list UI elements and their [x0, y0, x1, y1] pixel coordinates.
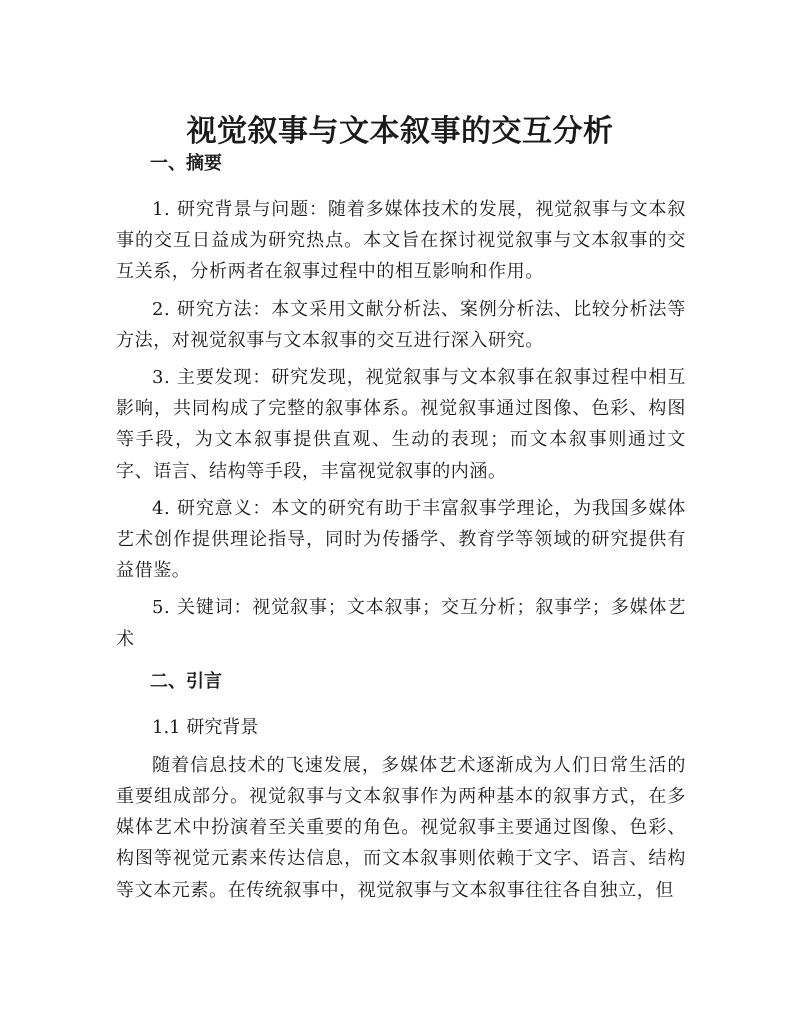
abstract-paragraph-keywords: 5. 关键词：视觉叙事；文本叙事；交互分析；叙事学；多媒体艺术 [116, 597, 686, 650]
introduction-paragraph: 随着信息技术的飞速发展，多媒体艺术逐渐成为人们日常生活的重要组成部分。视觉叙事与文本叙事作为两种基本的叙事方式，在多媒体艺术中扮演着至关重要的角色。视觉叙事主要通过图像、色彩、构图等视觉元素来传达信息，而文本叙事则依赖于文字、语言、结构等文本元素。在传统叙事中，视觉叙事与文本叙事往往各自独立，但 [116, 754, 686, 901]
abstract-paragraph-background: 1. 研究背景与问题：随着多媒体技术的发展，视觉叙事与文本叙事的交互日益成为研究热点。本文旨在探讨视觉叙事与文本叙事的交互关系，分析两者在叙事过程中的相互影响和作用。 [116, 199, 686, 283]
document-body [116, 148, 686, 912]
abstract-paragraph-significance: 4. 研究意义：本文的研究有助于丰富叙事学理论，为我国多媒体艺术创作提供理论指导，同时为传播学、教育学等领域的研究提供有益借鉴。 [116, 497, 686, 582]
abstract-paragraph-findings: 3. 主要发现：研究发现，视觉叙事与文本叙事在叙事过程中相互影响，共同构成了完整的叙事体系。视觉叙事通过图像、色彩、构图等手段，为文本叙事提供直观、生动的表现；而文本叙事则通过文字、语言、结构等手段，丰富视觉叙事的内涵。 [116, 367, 686, 482]
document-title: 视觉叙事与文本叙事的交互分析 [186, 114, 614, 150]
subsection-heading-background: 1.1 研究背景 [152, 716, 259, 738]
abstract-paragraph-methods: 2. 研究方法：本文采用文献分析法、案例分析法、比较分析法等方法，对视觉叙事与文本叙事的交互进行深入研究。 [116, 298, 686, 351]
section-heading-introduction: 二、引言 [150, 670, 222, 692]
section-heading-abstract: 一、摘要 [150, 153, 222, 174]
